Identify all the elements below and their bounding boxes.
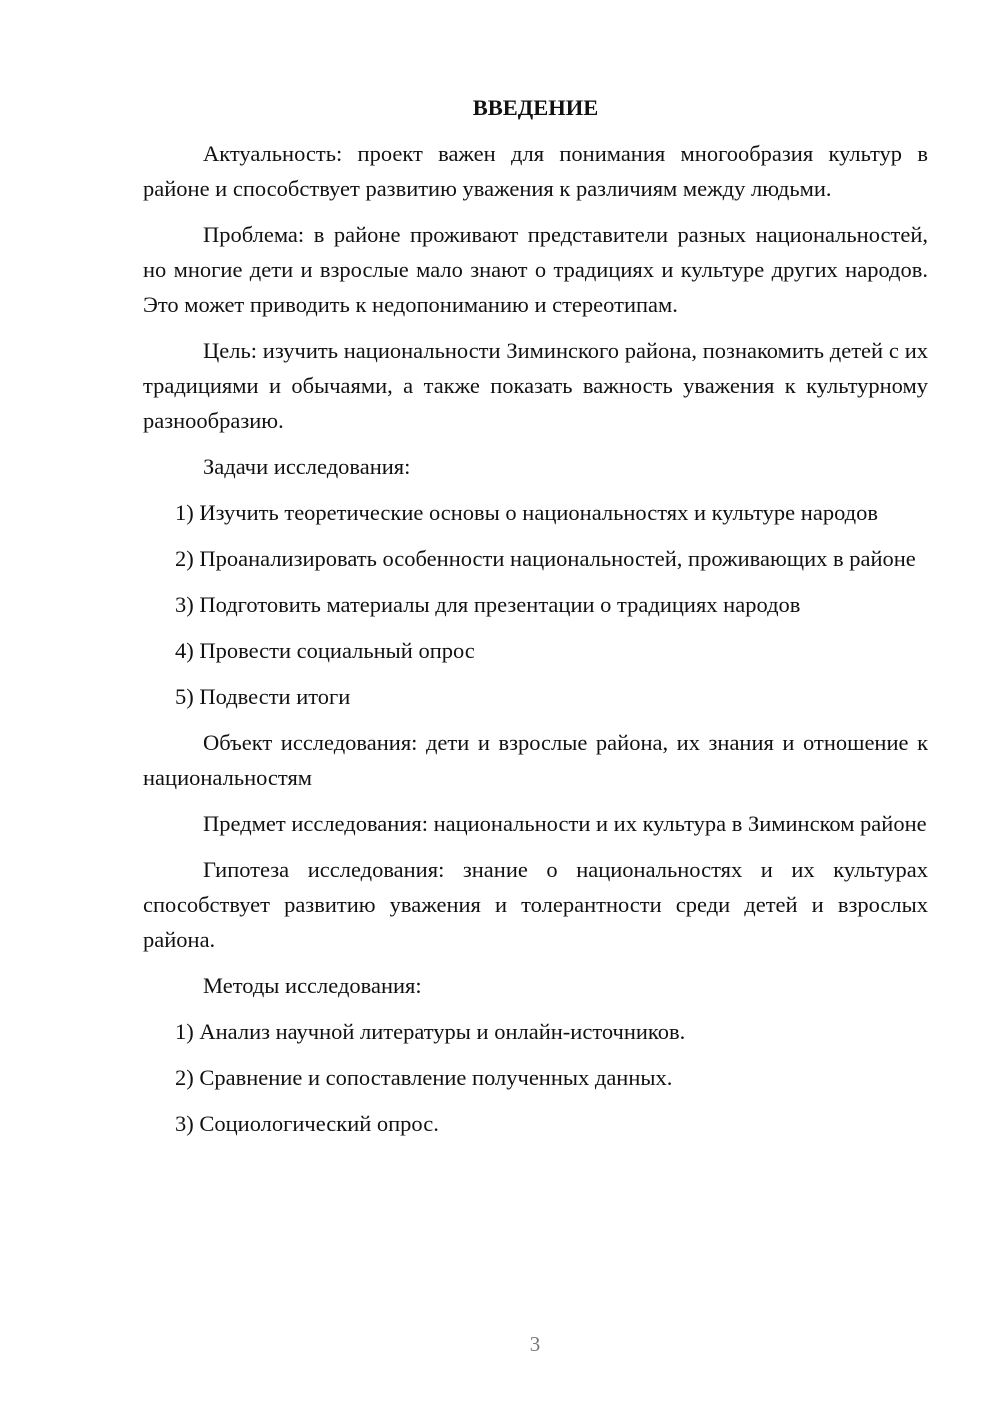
goal-paragraph: Цель: изучить национальности Зиминского района, познакомить детей с их традициями и обычаями, а также показать важность уважения к культурному разнообразию. xyxy=(143,338,928,433)
methods-heading: Методы исследования: xyxy=(203,973,422,998)
page-number: 3 xyxy=(529,1332,541,1356)
method-item: 1) Анализ научной литературы и онлайн-источников. xyxy=(175,1019,686,1044)
hypothesis-paragraph: Гипотеза исследования: знание о национальностях и их культурах способствует развитию уважения и толерантности среди детей и взрослых района. xyxy=(143,857,928,952)
problem-paragraph: Проблема: в районе проживают представители разных национальностей, но многие дети и взрослые мало знают о традициях и культуре других народов. Это может приводить к недопониманию и стереотипам. xyxy=(143,222,928,317)
section-title: ВВЕДЕНИЕ xyxy=(472,95,599,120)
task-item: 2) Проанализировать особенности национальностей, проживающих в районе xyxy=(175,546,916,571)
task-item: 4) Провести социальный опрос xyxy=(175,638,475,663)
tasks-heading: Задачи исследования: xyxy=(203,454,411,479)
task-item: 5) Подвести итоги xyxy=(175,684,351,709)
method-item: 2) Сравнение и сопоставление полученных данных. xyxy=(175,1065,673,1090)
object-paragraph: Объект исследования: дети и взрослые района, их знания и отношение к национальностям xyxy=(143,730,928,790)
method-item: 3) Социологический опрос. xyxy=(175,1111,439,1136)
relevance-paragraph: Актуальность: проект важен для понимания многообразия культур в районе и способствует развитию уважения к различиям между людьми. xyxy=(143,141,928,201)
subject-paragraph: Предмет исследования: национальности и их культура в Зиминском районе xyxy=(203,811,927,836)
document-page xyxy=(143,90,928,1152)
task-item: 1) Изучить теоретические основы о национальностях и культуре народов xyxy=(175,500,878,525)
task-item: 3) Подготовить материалы для презентации о традициях народов xyxy=(175,592,801,617)
